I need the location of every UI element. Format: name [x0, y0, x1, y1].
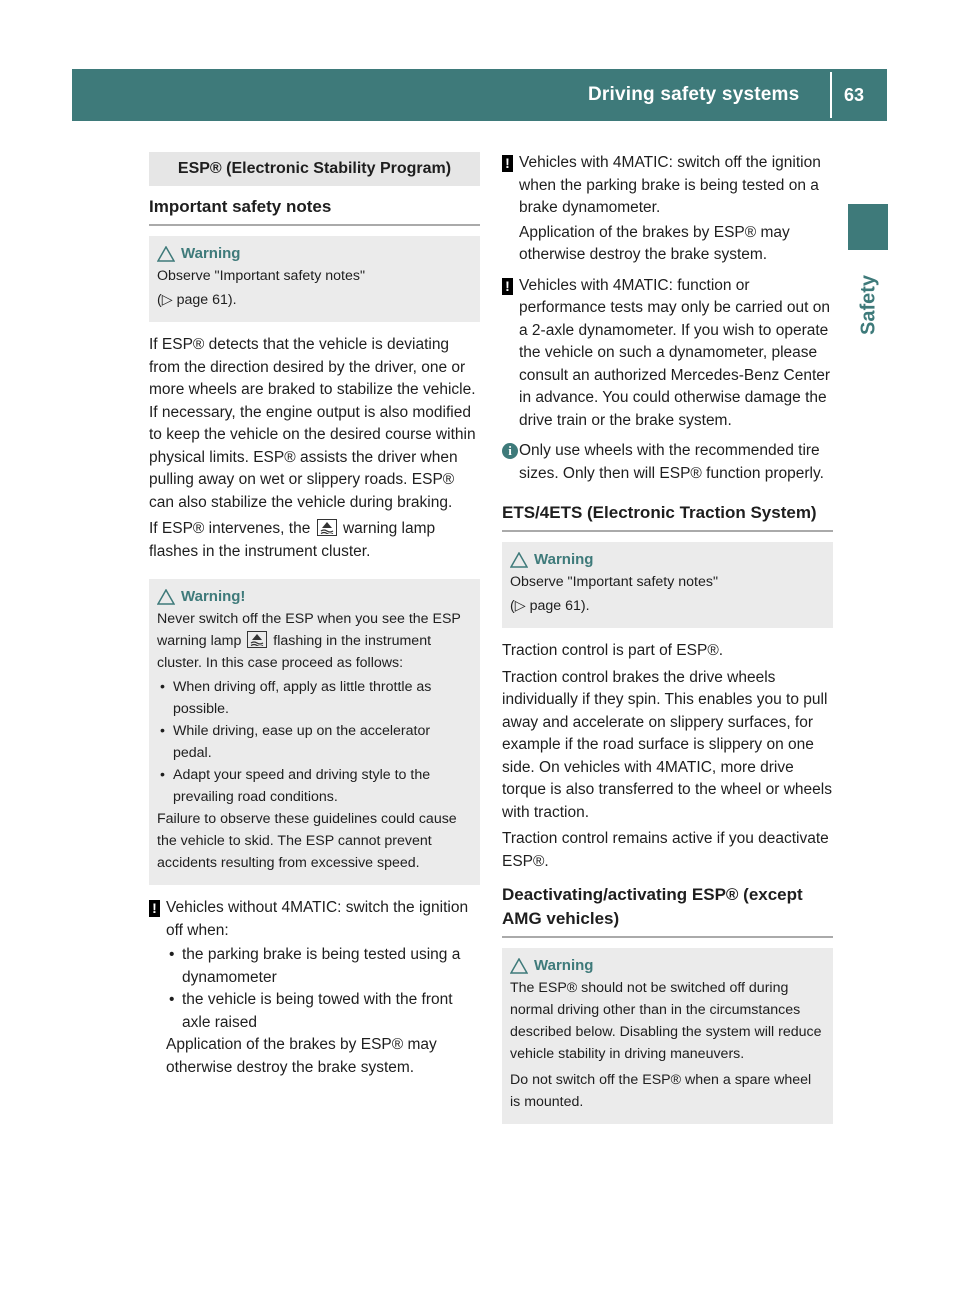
- exclamation-note-icon: !: [149, 900, 160, 917]
- paragraph: If ESP® detects that the vehicle is deviating from the direction desired by the driver, one or more wheels are braked to stabilize the vehicle. If necessary, the engine output is also modified to keep the vehicle on the desired course within physical limits. ESP® assists the driver when pulling away on wet or slippery roads. ESP® can also stabilize the vehicle during braking.: [149, 336, 476, 511]
- warning-text: Observe "Important safety notes": [510, 574, 719, 590]
- warning-title: Warning: [534, 957, 594, 974]
- paragraph: Traction control brakes the drive wheels individually if they spin. This enables you to pull away and accelerate on slippery surfaces, for example if the road surface is slippery on one side. On vehicles with 4MATIC, more drive torque is also transferred to the wheel or wheels with traction.: [502, 668, 832, 821]
- warning-text: Failure to observe these guidelines could cause the vehicle to skid. The ESP cannot prevent accidents resulting from excessive speed.: [157, 811, 457, 871]
- warning-page-ref: (▷ page 61).: [510, 598, 590, 614]
- warning-box: [149, 579, 480, 885]
- note-text: Application of the brakes by ESP® may otherwise destroy the brake system.: [519, 223, 790, 263]
- esp-skidding-car-icon: [317, 519, 337, 536]
- list-item: • When driving off, apply as little throttle as possible.: [157, 676, 472, 720]
- paragraph: Traction control is part of ESP®.: [502, 642, 724, 659]
- warning-text: The ESP® should not be switched off during normal driving other than in the circumstances described below. Disabling the system will reduce vehicle stability in driving maneuvers.: [510, 980, 822, 1062]
- paragraph: Traction control remains active if you deactivate ESP®.: [502, 830, 829, 870]
- note: ! Vehicles with 4MATIC: switch off the ignition when the parking brake is being tested on a brake dynamometer.: [502, 152, 833, 220]
- left-column: [149, 152, 480, 1079]
- warning-box: [502, 948, 833, 1124]
- heading-ets: ETS/4ETS (Electronic Traction System): [502, 501, 833, 532]
- note: ! Vehicles with 4MATIC: function or performance tests may only be carried out on a 2-axle dynamometer. If you wish to operate the vehicle on such a dynamometer, please consult an authorized Mercedes-Benz Center in advance. You could otherwise damage the drive train or the brake system.: [502, 275, 833, 433]
- warning-title: Warning: [181, 245, 241, 262]
- header-separator: [830, 72, 832, 118]
- list-item: • Adapt your speed and driving style to the prevailing road conditions.: [157, 764, 472, 808]
- warning-text: Never switch off the ESP when you see the ESP warning lamp flashing in the instrument cluster. In this case proceed as follows:: [157, 611, 461, 671]
- chapter-tab: [848, 204, 888, 250]
- warning-triangle-icon: [157, 246, 175, 262]
- exclamation-note-icon: !: [502, 155, 513, 172]
- chapter-label: Safety: [857, 274, 880, 336]
- heading-important-safety-notes: Important safety notes: [149, 195, 480, 226]
- note: ! Vehicles without 4MATIC: switch the ignition off when:: [149, 897, 480, 942]
- warning-text: Observe "Important safety notes": [157, 268, 366, 284]
- warning-text: Do not switch off the ESP® when a spare wheel is mounted.: [510, 1072, 812, 1110]
- warning-title: Warning: [534, 551, 594, 568]
- exclamation-note-icon: !: [502, 278, 513, 295]
- right-column: [502, 152, 833, 1136]
- list-item: • While driving, ease up on the accelerator pedal.: [157, 720, 472, 764]
- page-number: 63: [844, 85, 865, 105]
- heading-deactivating-esp: Deactivating/activating ESP® (except AMG vehicles): [502, 883, 833, 938]
- list-item: • the vehicle is being towed with the front axle raised: [166, 989, 480, 1034]
- warning-page-ref: (▷ page 61).: [157, 292, 237, 308]
- warning-box: [149, 236, 480, 322]
- note-text: Application of the brakes by ESP® may otherwise destroy the brake system.: [166, 1036, 437, 1076]
- warning-triangle-icon: [157, 589, 175, 605]
- warning-box: [502, 542, 833, 628]
- page-section-title: Driving safety systems: [588, 84, 800, 105]
- paragraph: If ESP® intervenes, the warning lamp flashes in the instrument cluster.: [149, 520, 436, 560]
- info-note: i Only use wheels with the recommended tire sizes. Only then will ESP® function properly.: [502, 440, 833, 485]
- warning-triangle-icon: [510, 958, 528, 974]
- warning-title: Warning!: [181, 588, 246, 605]
- section-title: ESP® (Electronic Stability Program): [149, 152, 480, 186]
- list-item: • the parking brake is being tested using a dynamometer: [166, 944, 480, 989]
- warning-triangle-icon: [510, 552, 528, 568]
- info-icon: i: [502, 443, 518, 459]
- esp-skidding-car-icon: [247, 631, 267, 648]
